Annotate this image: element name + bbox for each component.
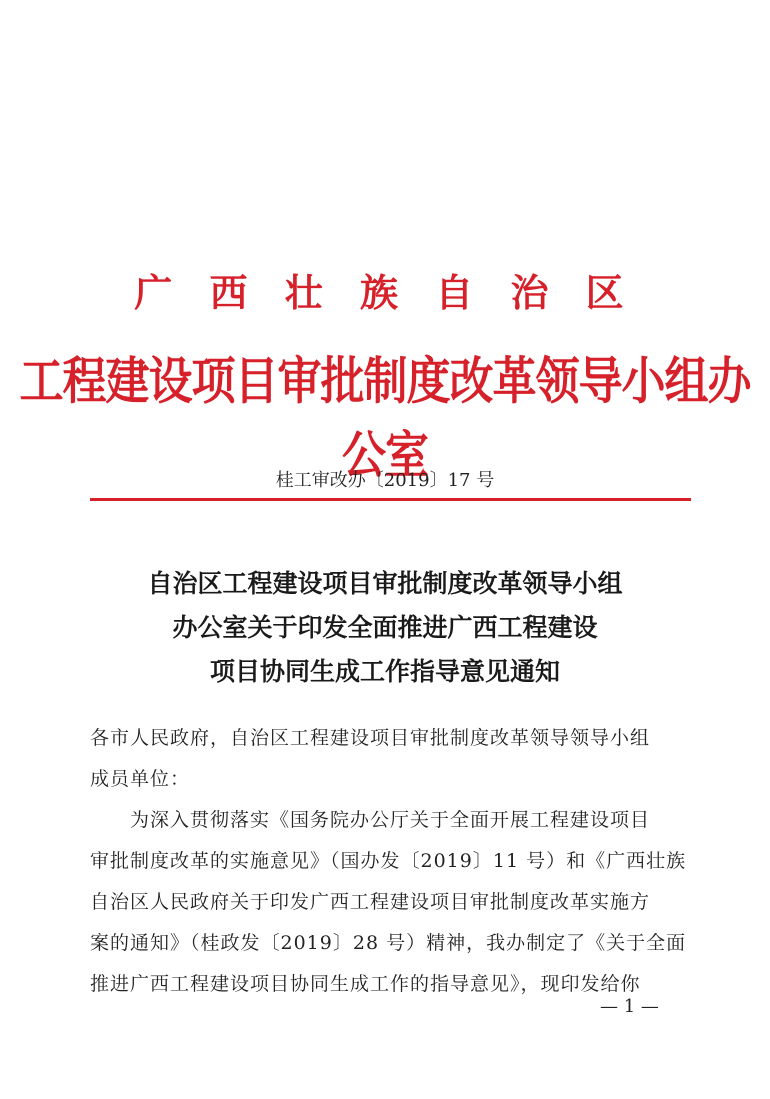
body-line: 案的通知》（桂政发〔2019〕28 号）精神，我办制定了《关于全面	[90, 932, 687, 954]
document-number: 桂工审改办〔2019〕17 号	[275, 470, 495, 491]
body-line: 审批制度改革的实施意见》（国办发〔2019〕11 号）和《广西壮族	[90, 850, 687, 872]
page-number: — 1 —	[600, 996, 659, 1017]
body-line-addressee-cont: 成员单位：	[90, 768, 191, 790]
document-body	[90, 718, 695, 1005]
body-line-addressee: 各市人民政府，自治区工程建设项目审批制度改革领导领导小组	[90, 727, 651, 749]
red-divider-rule	[90, 498, 691, 501]
body-line: 推进广西工程建设项目协同生成工作的指导意见》，现印发给你	[90, 973, 641, 995]
title-line: 自治区工程建设项目审批制度改革领导小组	[147, 569, 623, 598]
body-line: 自治区人民政府关于印发广西工程建设项目审批制度改革实施方	[90, 891, 651, 913]
issuer-name-line2: 工程建设项目审批制度改革领导小组办公室	[19, 352, 751, 485]
title-line: 办公室关于印发全面推进广西工程建设	[172, 613, 598, 642]
issuer-name-line1: 广 西 壮 族 自 治 区	[134, 271, 636, 315]
title-line: 项目协同生成工作指导意见通知	[209, 657, 560, 686]
body-line: 为深入贯彻落实《国务院办公厅关于全面开展工程建设项目	[130, 809, 651, 831]
document-title	[0, 562, 770, 694]
